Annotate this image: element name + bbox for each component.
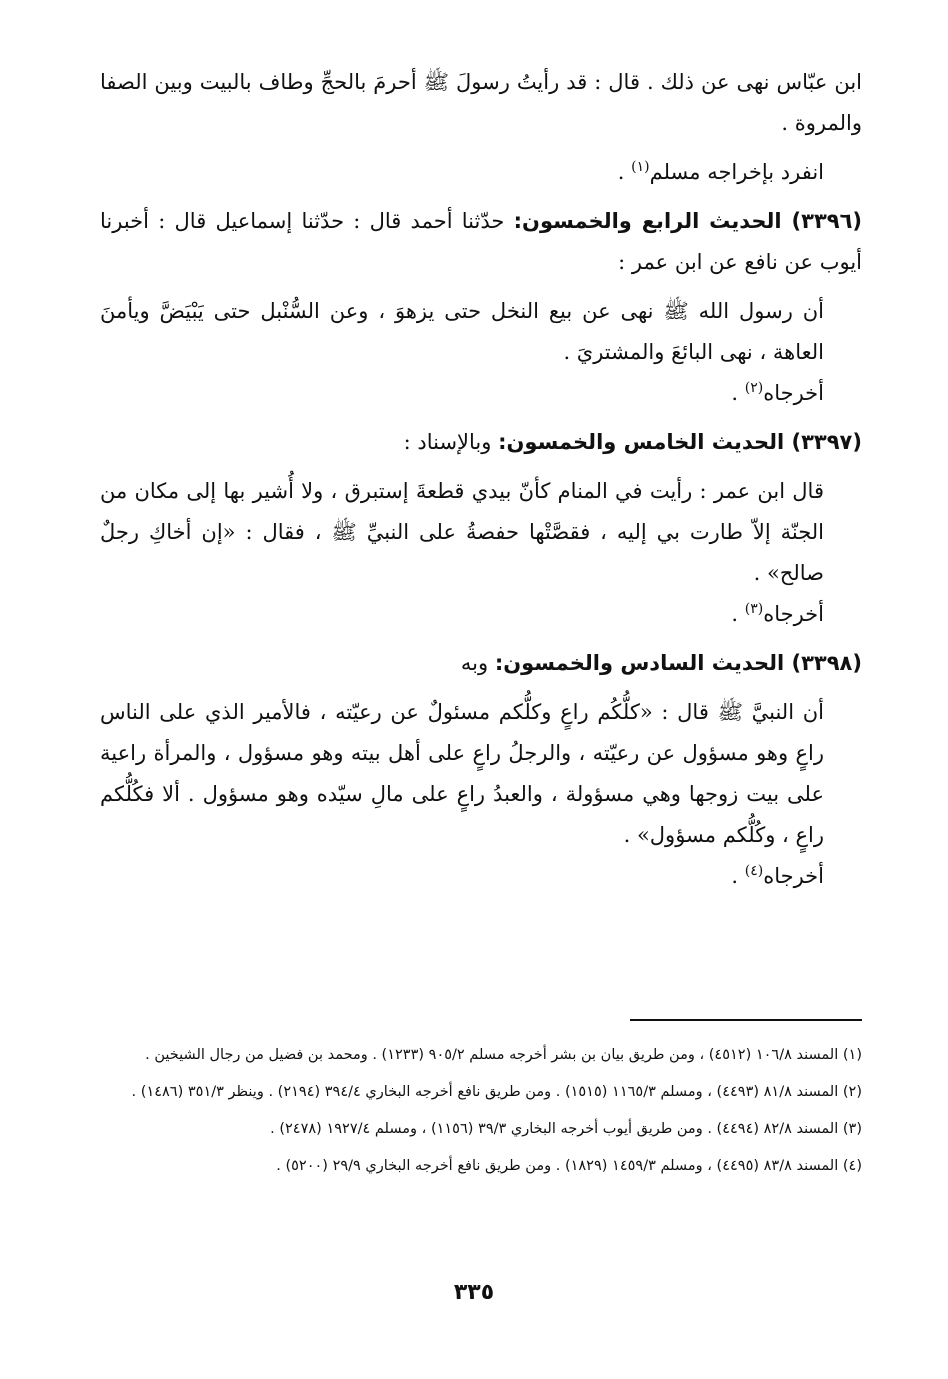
hadith-3397-text: قال ابن عمر : رأيت في المنام كأنّ بيدي قطعةَ إستبرق ، ولا أُشير بها إلى مكان من الجنّة إلاّ طارت بي إليه ، فقصَّتْها حفصةُ على النبيِّ ﷺ ، فقال : «إن أخاكِ رجلٌ صالح» .	[100, 479, 824, 585]
hadith-3398-title: (٣٣٩٨) الحديث السادس والخمسون:	[494, 651, 862, 675]
footnote-ref-2: (٢)	[744, 380, 764, 396]
footnotes	[100, 1040, 862, 1188]
hadith-3398-text: أن النبيَّ ﷺ قال : «كلُّكُم راعٍ وكلُّكم مسئولٌ عن رعيّته ، فالأمير الذي على الناس راعٍ وهو مسؤول عن رعيّته ، والرجلُ راعٍ على أهل بيته وهو مسؤول ، والمرأة راعية على بيت زوجها وهي مسؤولة ، والعبدُ راعٍ على مالِ سيّده وهو مسؤول . ألا فكُلُّكم راعٍ ، وكُلُّكم مسؤول» .	[100, 700, 824, 847]
hadith-3396-heading	[100, 201, 862, 283]
paragraph-ibn-abbas: ابن عبّاس نهى عن ذلك . قال : قد رأيتُ رسولَ ﷺ أحرمَ بالحجِّ وطاف بالبيت وبين الصفا والمروة .	[100, 70, 862, 135]
page-body	[100, 62, 862, 897]
output-note-1: انفرد بإخراجه مسلم$^{(١)}$ .	[617, 159, 824, 184]
footnote-ref-1: (١)	[631, 159, 650, 175]
footnote-ref-3: (٣)	[744, 601, 764, 617]
hadith-3398-isnad: وبه	[460, 651, 495, 675]
footnote-ref-4: (٤)	[744, 863, 764, 879]
footnote-1: (١) المسند ١٠٦/٨ (٤٥١٢) ، ومن طريق بيان بن بشر أخرجه مسلم ٩٠٥/٢ (١٢٣٣) . ومحمد بن فضيل من رجال الشيخين .	[145, 1047, 862, 1063]
output-note-4: أخرجاه$^{(٤)}$ .	[731, 863, 824, 888]
output-text: أخرجاه	[763, 381, 824, 405]
footnote-4: (٤) المسند ٨٣/٨ (٤٤٩٥) ، ومسلم ١٤٥٩/٣ (١٨٢٩) . ومن طريق نافع أخرجه البخاري ٢٩/٩ (٥٢٠٠) .	[276, 1158, 862, 1174]
footnote-3: (٣) المسند ٨٢/٨ (٤٤٩٤) . ومن طريق أيوب أخرجه البخاري ٣٩/٣ (١١٥٦) ، ومسلم ١٩٢٧/٤ (٢٤٧٨) .	[270, 1121, 862, 1137]
hadith-3396-isnad: حدّثنا أحمد قال : حدّثنا إسماعيل قال : أخبرنا أيوب عن نافع عن ابن عمر :	[100, 209, 862, 274]
footnote-2: (٢) المسند ٨١/٨ (٤٤٩٣) ، ومسلم ١١٦٥/٣ (١٥١٥) . ومن طريق نافع أخرجه البخاري ٣٩٤/٤ (٢١٩٤) . وينظر ٣٥١/٣ (١٤٨٦) .	[131, 1084, 862, 1100]
hadith-3397-heading	[100, 422, 862, 463]
hadith-3397-isnad: وبالإسناد :	[403, 430, 499, 454]
footnote-divider	[630, 1019, 862, 1021]
output-text: أخرجاه	[763, 864, 824, 888]
page-number: ٣٣٥	[453, 1280, 495, 1305]
hadith-3396-title: (٣٣٩٦) الحديث الرابع والخمسون:	[513, 209, 863, 233]
output-note-3: أخرجاه$^{(٣)}$ .	[731, 601, 824, 626]
output-note-2: أخرجاه$^{(٢)}$ .	[731, 380, 824, 405]
hadith-3396-text: أن رسول الله ﷺ نهى عن بيع النخل حتى يزهوَ ، وعن السُّنْبل حتى يَبْيَضَّ ويأمنَ العاهة ، نهى البائعَ والمشتريَ .	[100, 299, 824, 364]
hadith-3397-title: (٣٣٩٧) الحديث الخامس والخمسون:	[498, 430, 862, 454]
hadith-3398-heading	[100, 643, 862, 684]
output-text: انفرد بإخراجه مسلم	[649, 160, 824, 184]
output-text: أخرجاه	[763, 602, 824, 626]
